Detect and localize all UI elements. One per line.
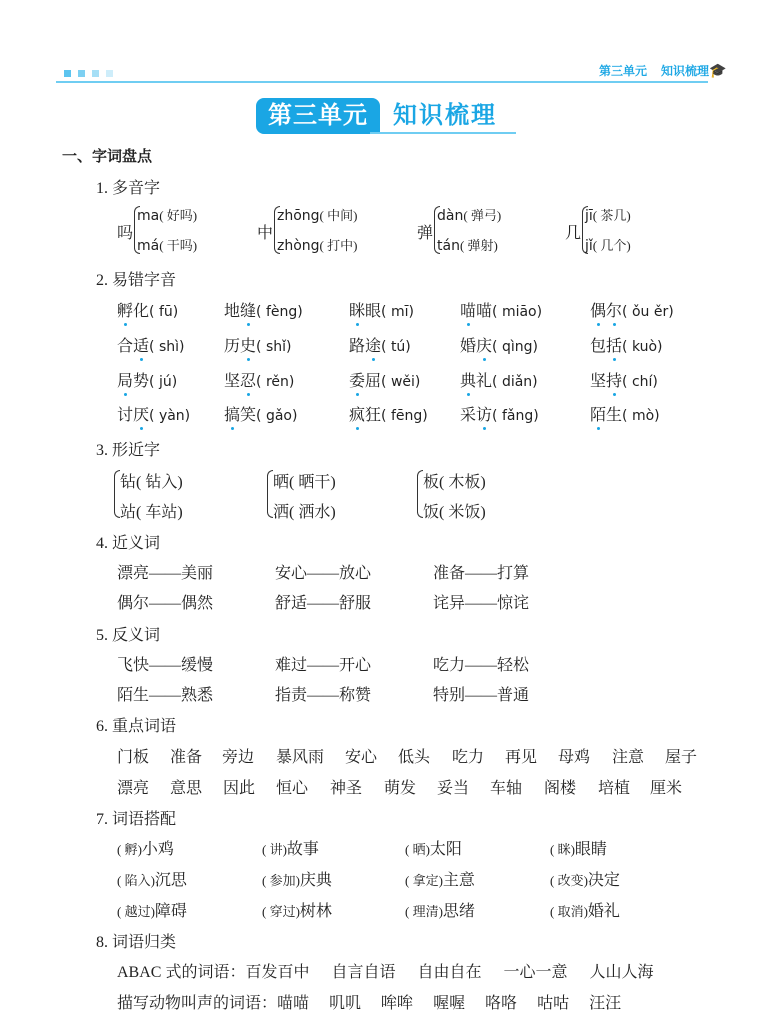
pinyin: zhòng xyxy=(277,238,320,254)
polyphone-char: 吗 xyxy=(117,225,134,242)
pinyin: ( tú) xyxy=(381,339,411,355)
collocation xyxy=(262,836,319,859)
header-unit: 第三单元 xyxy=(598,64,647,78)
polyphone-reading xyxy=(437,205,501,225)
collocation-verb: ( 理清) xyxy=(405,904,443,919)
pinyin: ( diǎn) xyxy=(492,374,538,390)
antonym-pair: 难过——开心 xyxy=(275,657,372,674)
subsection-label: 4. 近义词 xyxy=(96,535,161,552)
key-word: 因此 xyxy=(223,780,256,797)
pronunciation-item xyxy=(349,402,428,425)
pronunciation-item xyxy=(349,298,414,321)
example-word: ( 好吗) xyxy=(159,208,198,223)
polyphone-reading xyxy=(137,205,197,225)
subsection-label: 3. 形近字 xyxy=(96,442,161,459)
word-char: 势 xyxy=(133,373,150,390)
key-word: 萌发 xyxy=(384,780,417,797)
pinyin: ( rěn) xyxy=(256,374,295,390)
word-char: 坚 xyxy=(590,373,607,390)
pinyin: ( shǐ) xyxy=(256,339,292,355)
subsection-label: 8. 词语归类 xyxy=(96,934,177,951)
category-word: 自言自语 xyxy=(331,964,396,981)
key-word: 母鸡 xyxy=(558,749,591,766)
word-char: 局 xyxy=(117,368,133,391)
pinyin: dàn xyxy=(437,208,464,224)
pinyin: ( mī) xyxy=(381,304,414,320)
category-label: ABAC 式的词语： xyxy=(117,964,246,981)
word-char: 坚 xyxy=(224,373,241,390)
pinyin: ( ǒu ěr) xyxy=(622,304,674,320)
pronunciation-item xyxy=(349,368,420,391)
polyphone-char: 中 xyxy=(257,225,274,242)
pronunciation-item xyxy=(224,368,294,391)
collocation-verb: ( 拿定) xyxy=(405,873,443,888)
example-word: ( 弹射) xyxy=(459,238,498,253)
pinyin: ( chí) xyxy=(622,374,658,390)
pronunciation-item xyxy=(117,402,190,425)
collocation-noun: 小鸡 xyxy=(141,841,174,858)
pinyin: ( kuò) xyxy=(622,339,663,355)
word-char: 礼 xyxy=(476,373,493,390)
collocation-noun: 障碍 xyxy=(154,903,187,920)
word-char: 笑 xyxy=(240,407,257,424)
word-char: 委 xyxy=(349,368,365,391)
collocation xyxy=(550,836,607,859)
word-char: 孵 xyxy=(117,298,133,321)
synonym-pair: 安心——放心 xyxy=(275,565,372,582)
word-char: 合 xyxy=(117,338,134,355)
page-title-unit: 第三单元 xyxy=(256,98,380,134)
word-char: 喵 xyxy=(476,303,493,320)
key-word: 神圣 xyxy=(330,780,363,797)
category-word: 哞哞 xyxy=(381,995,414,1012)
subsection-label: 2. 易错字音 xyxy=(96,272,177,289)
running-header xyxy=(585,62,709,79)
pinyin: ( mò) xyxy=(622,408,660,424)
decor-square xyxy=(92,70,99,77)
category-word: 人山人海 xyxy=(589,964,654,981)
collocation-noun: 主意 xyxy=(442,872,475,889)
pronunciation-item xyxy=(349,333,411,356)
word-char: 讨 xyxy=(117,407,134,424)
polyphone-reading xyxy=(277,205,357,225)
word-char: 婚 xyxy=(460,338,477,355)
collocation xyxy=(405,867,475,890)
pronunciation-item xyxy=(117,368,177,391)
polyphone-reading xyxy=(137,235,197,255)
pronunciation-item xyxy=(590,402,660,425)
collocation xyxy=(262,898,332,921)
polyphone-char: 弹 xyxy=(417,225,434,242)
pronunciation-item xyxy=(590,333,663,356)
collocation xyxy=(550,898,620,921)
pinyin: ( miāo) xyxy=(492,304,543,320)
collocation-verb: ( 陷入) xyxy=(117,873,155,888)
word-char: 尔 xyxy=(606,298,622,321)
polyphone-char: 几 xyxy=(565,225,582,242)
word-char: 厌 xyxy=(133,402,149,425)
key-word: 车轴 xyxy=(490,780,523,797)
pinyin: jī xyxy=(585,208,593,224)
pinyin: ( yàn) xyxy=(149,408,191,424)
synonym-pair: 偶尔——偶然 xyxy=(117,595,214,612)
similar-char: 钻( 钻入) xyxy=(120,474,183,491)
collocation-noun: 庆典 xyxy=(299,872,332,889)
pinyin: ( fū) xyxy=(149,304,179,320)
key-word: 安心 xyxy=(345,749,378,766)
key-word: 妥当 xyxy=(437,780,470,797)
pinyin: má xyxy=(137,238,160,254)
word-category xyxy=(117,990,641,1013)
category-word: 自由自在 xyxy=(417,964,482,981)
synonym-pair: 漂亮——美丽 xyxy=(117,565,214,582)
word-char: 缝 xyxy=(240,298,256,321)
synonym-pair: 诧异——惊诧 xyxy=(433,595,530,612)
header-topic: 知识梳理 xyxy=(660,64,709,78)
pinyin: ( gǎo) xyxy=(256,408,298,424)
collocation-verb: ( 孵) xyxy=(117,842,142,857)
word-char: 眯 xyxy=(349,298,365,321)
category-word: 喵喵 xyxy=(277,995,310,1012)
collocation-verb: ( 改变) xyxy=(550,873,588,888)
word-char: 历 xyxy=(224,338,241,355)
collocation xyxy=(405,836,462,859)
category-word: 一心一意 xyxy=(503,964,568,981)
pronunciation-item xyxy=(117,298,178,321)
subsection-label: 7. 词语搭配 xyxy=(96,811,177,828)
word-char: 典 xyxy=(460,368,476,391)
key-word: 培植 xyxy=(598,780,631,797)
pronunciation-item xyxy=(224,333,291,356)
pronunciation-item xyxy=(460,333,538,356)
decor-square xyxy=(64,70,71,77)
key-word: 暴风雨 xyxy=(276,749,325,766)
example-word: ( 打中) xyxy=(319,238,358,253)
pinyin: jǐ xyxy=(585,238,593,254)
key-word: 注意 xyxy=(612,749,645,766)
word-char: 地 xyxy=(224,303,241,320)
collocation-noun: 太阳 xyxy=(429,841,462,858)
collocation-verb: ( 取消) xyxy=(550,904,588,919)
pinyin: ( shì) xyxy=(149,339,185,355)
antonym-pair: 飞快——缓慢 xyxy=(117,657,214,674)
key-word: 低头 xyxy=(398,749,431,766)
pronunciation-item xyxy=(117,333,184,356)
word-char: 狂 xyxy=(365,407,382,424)
word-char: 适 xyxy=(133,333,149,356)
similar-char: 洒( 洒水) xyxy=(273,504,336,521)
pinyin: ( fǎng) xyxy=(492,408,539,424)
pinyin: zhōng xyxy=(277,208,320,224)
pinyin: ma xyxy=(137,208,160,224)
collocation-noun: 婚礼 xyxy=(587,903,620,920)
collocation-verb: ( 越过) xyxy=(117,904,155,919)
similar-char: 站( 车站) xyxy=(120,504,183,521)
collocation-noun: 沉思 xyxy=(154,872,187,889)
category-word: 汪汪 xyxy=(589,995,622,1012)
example-word: ( 几个) xyxy=(592,238,631,253)
synonym-pair: 准备——打算 xyxy=(433,565,530,582)
word-char: 庆 xyxy=(476,333,492,356)
key-word: 漂亮 xyxy=(117,780,150,797)
polyphone-reading xyxy=(277,235,357,255)
key-word: 意思 xyxy=(170,780,203,797)
word-category xyxy=(117,959,676,982)
key-word: 准备 xyxy=(170,749,203,766)
similar-char: 板( 木板) xyxy=(423,474,486,491)
antonym-pair: 特别——普通 xyxy=(433,687,530,704)
page-title-topic: 知识梳理 xyxy=(393,103,497,129)
word-char: 括 xyxy=(606,333,622,356)
key-word: 再见 xyxy=(505,749,538,766)
collocation xyxy=(117,898,187,921)
word-char: 化 xyxy=(133,303,150,320)
word-char: 喵 xyxy=(460,298,476,321)
word-char: 史 xyxy=(240,333,256,356)
pinyin: ( jú) xyxy=(149,374,178,390)
category-word: 叽叽 xyxy=(329,995,362,1012)
collocation xyxy=(550,867,620,890)
pronunciation-item xyxy=(590,298,674,321)
title-underline xyxy=(370,132,516,134)
word-char: 疯 xyxy=(349,402,365,425)
pinyin: ( wěi) xyxy=(381,374,421,390)
example-word: ( 中间) xyxy=(319,208,358,223)
key-word: 旁边 xyxy=(222,749,255,766)
collocation-noun: 思绪 xyxy=(442,903,475,920)
subsection-label: 1. 多音字 xyxy=(96,180,161,197)
polyphone-reading xyxy=(437,235,498,255)
collocation xyxy=(117,836,174,859)
collocation-verb: ( 穿过) xyxy=(262,904,300,919)
collocation xyxy=(117,867,187,890)
word-char: 屈 xyxy=(365,373,382,390)
category-label: 描写动物叫声的词语： xyxy=(117,995,278,1012)
key-word: 阁楼 xyxy=(544,780,577,797)
polyphone-reading xyxy=(585,205,631,225)
category-word: 咯咯 xyxy=(485,995,518,1012)
word-char: 生 xyxy=(606,407,623,424)
collocation-verb: ( 眯) xyxy=(550,842,575,857)
pinyin: ( fèng) xyxy=(256,304,303,320)
subsection-label: 5. 反义词 xyxy=(96,627,161,644)
collocation-noun: 眼睛 xyxy=(574,841,607,858)
key-word: 屋子 xyxy=(665,749,698,766)
pronunciation-item xyxy=(590,368,658,391)
collocation-verb: ( 晒) xyxy=(405,842,430,857)
pinyin: ( fēng) xyxy=(381,408,428,424)
collocation xyxy=(405,898,475,921)
word-char: 采 xyxy=(460,407,477,424)
collocation-verb: ( 讲) xyxy=(262,842,287,857)
antonym-pair: 指责——称赞 xyxy=(275,687,372,704)
decor-square xyxy=(106,70,113,77)
word-char: 路 xyxy=(349,338,366,355)
similar-char: 饭( 米饭) xyxy=(423,504,486,521)
pronunciation-item xyxy=(460,368,538,391)
pronunciation-item xyxy=(460,298,542,321)
example-word: ( 茶几) xyxy=(592,208,631,223)
collocation-noun: 决定 xyxy=(587,872,620,889)
pinyin: tán xyxy=(437,238,460,254)
word-char: 偶 xyxy=(590,298,606,321)
word-char: 陌 xyxy=(590,402,606,425)
category-word: 咕咕 xyxy=(537,995,570,1012)
pinyin: ( qìng) xyxy=(492,339,538,355)
category-word: 喔喔 xyxy=(433,995,466,1012)
collocation xyxy=(262,867,332,890)
word-char: 持 xyxy=(606,368,622,391)
example-word: ( 干吗) xyxy=(159,238,198,253)
polyphone-reading xyxy=(585,235,631,255)
category-word: 百发百中 xyxy=(245,964,310,981)
graduation-cap-icon: 🎓 xyxy=(709,64,727,79)
antonym-pair: 陌生——熟悉 xyxy=(117,687,214,704)
decor-square xyxy=(78,70,85,77)
example-word: ( 弹弓) xyxy=(463,208,502,223)
collocation-noun: 树林 xyxy=(299,903,332,920)
word-char: 眼 xyxy=(365,303,382,320)
word-char: 访 xyxy=(476,402,492,425)
subsection-label: 6. 重点词语 xyxy=(96,718,177,735)
collocation-noun: 故事 xyxy=(286,841,319,858)
key-word: 厘米 xyxy=(650,780,683,797)
key-word: 吃力 xyxy=(452,749,485,766)
antonym-pair: 吃力——轻松 xyxy=(433,657,530,674)
word-char: 途 xyxy=(365,333,381,356)
word-char: 忍 xyxy=(240,368,256,391)
pronunciation-item xyxy=(460,402,539,425)
pronunciation-item xyxy=(224,298,303,321)
word-char: 搞 xyxy=(224,402,240,425)
similar-char: 晒( 晒干) xyxy=(273,474,336,491)
key-word: 门板 xyxy=(117,749,150,766)
section-heading: 一、字词盘点 xyxy=(62,147,153,165)
key-word: 恒心 xyxy=(276,780,309,797)
synonym-pair: 舒适——舒服 xyxy=(275,595,372,612)
pronunciation-item xyxy=(224,402,297,425)
header-divider xyxy=(56,81,708,83)
collocation-verb: ( 参加) xyxy=(262,873,300,888)
word-char: 包 xyxy=(590,338,607,355)
